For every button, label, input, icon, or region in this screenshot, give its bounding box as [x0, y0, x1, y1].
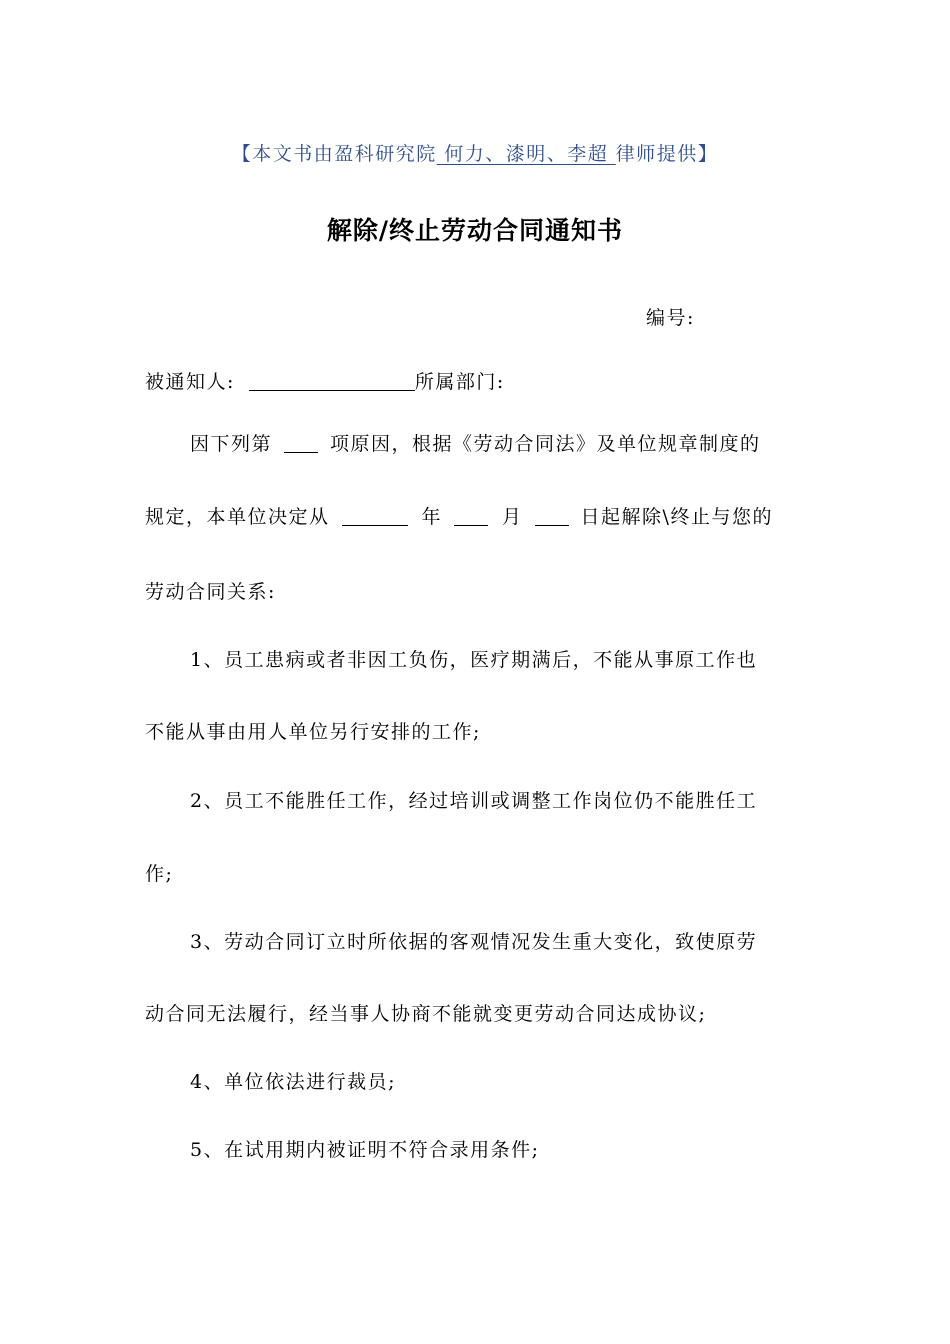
- month-blank[interactable]: [454, 507, 488, 526]
- header-credit: [0, 139, 950, 166]
- intro-line-3: 劳动合同关系:: [145, 581, 276, 603]
- recipient-label: 被通知人:: [145, 371, 235, 393]
- intro-text-1a: 因下列第: [190, 433, 273, 455]
- reason-4-line-1: 4、单位依法进行裁员;: [190, 1071, 396, 1093]
- year-blank[interactable]: [342, 507, 408, 526]
- number-label: 编号:: [646, 307, 695, 329]
- reason-5-line-1: 5、在试用期内被证明不符合录用条件;: [190, 1139, 540, 1161]
- document-title: 解除/终止劳动合同通知书: [326, 216, 624, 245]
- department-label: 所属部门:: [414, 371, 505, 393]
- credit-prefix: 【本文书由盈科研究院: [231, 143, 437, 165]
- day-blank[interactable]: [535, 507, 569, 526]
- credit-authors: 何力、漆明、李超: [436, 143, 616, 165]
- reason-3-line-2: 动合同无法履行，经当事人协商不能就变更劳动合同达成协议;: [145, 1003, 707, 1025]
- recipient-name-blank[interactable]: [249, 372, 415, 391]
- year-label: 年: [421, 506, 443, 528]
- intro-text-1b: 项原因，根据《劳动合同法》及单位规章制度的: [330, 433, 761, 455]
- reason-2-line-1: 2、员工不能胜任工作，经过培训或调整工作岗位仍不能胜任工: [190, 790, 758, 812]
- intro-text-2b: 日起解除\终止与您的: [580, 506, 773, 528]
- reason-2-line-2: 作;: [145, 863, 174, 885]
- intro-line-1: [190, 429, 761, 456]
- intro-line-2: [145, 502, 773, 529]
- reason-1-line-2: 不能从事由用人单位另行安排的工作;: [145, 721, 481, 743]
- month-label: 月: [502, 506, 523, 528]
- reason-3-line-1: 3、劳动合同订立时所依据的客观情况发生重大变化，致使原劳: [190, 931, 758, 953]
- credit-suffix: 律师提供】: [615, 143, 719, 165]
- reason-1-line-1: 1、员工患病或者非因工负伤，医疗期满后，不能从事原工作也: [190, 649, 758, 671]
- intro-text-2a: 规定，本单位决定从: [145, 506, 330, 528]
- recipient-line: [145, 367, 505, 394]
- reason-number-blank[interactable]: [284, 434, 318, 453]
